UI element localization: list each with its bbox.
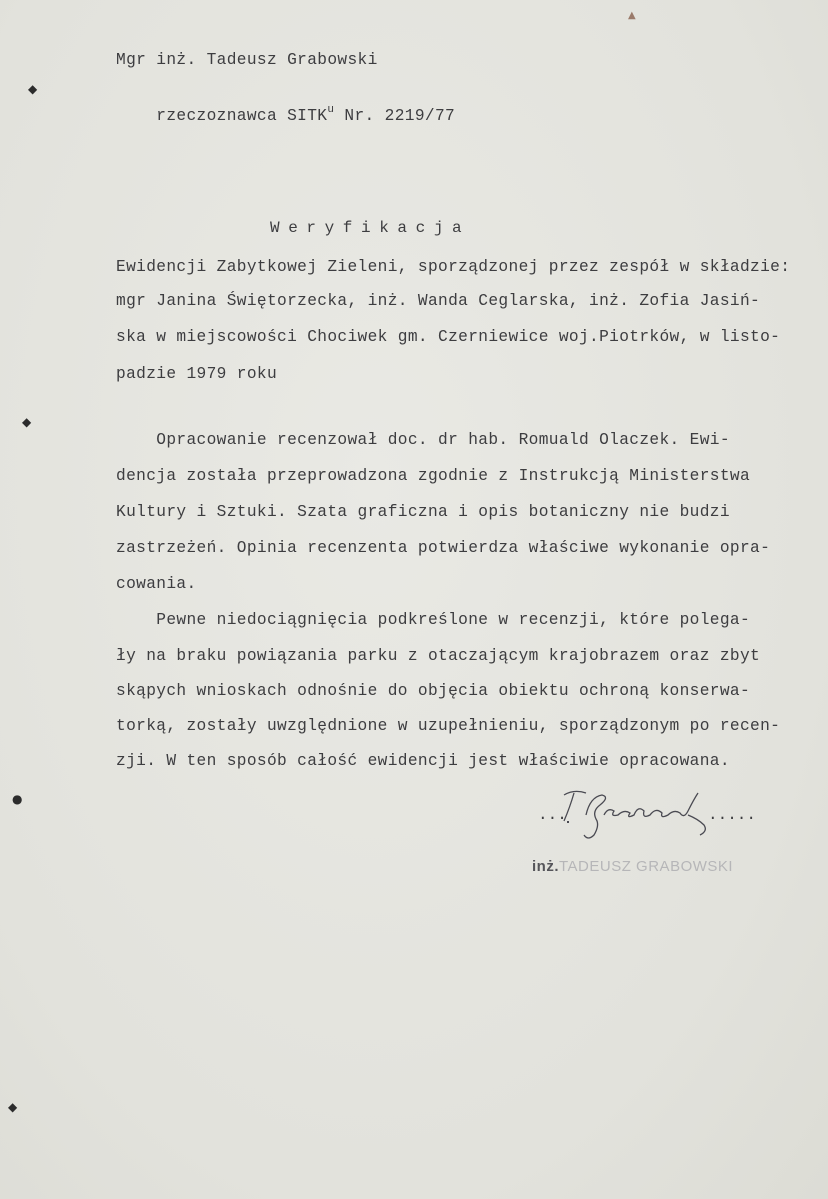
body-line: Opracowanie recenzował doc. dr hab. Romuald Olaczek. Ewi-: [116, 431, 730, 449]
body-line: mgr Janina Świętorzecka, inż. Wanda Ceglarska, inż. Zofia Jasiń-: [116, 292, 761, 310]
author-name: Mgr inż. Tadeusz Grabowski: [116, 51, 378, 69]
signature: [538, 785, 768, 845]
name-stamp: [532, 858, 733, 875]
body-line: Ewidencji Zabytkowej Zieleni, sporządzonej przez zespół w składzie:: [116, 258, 791, 276]
credentials-superscript: u: [327, 104, 335, 116]
margin-mark: ●: [12, 792, 23, 806]
body-line: skąpych wnioskach odnośnie do objęcia obiektu ochroną konserwa-: [116, 682, 751, 700]
credentials-suffix: Nr. 2219/77: [334, 107, 456, 125]
signature-dots-right: .....: [708, 806, 757, 824]
signature-dots-left: ...: [538, 806, 567, 824]
author-credentials: [116, 86, 455, 148]
document-title: Weryfikacja: [270, 219, 471, 237]
body-line: zji. W ten sposób całość ewidencji jest właściwie opracowana.: [116, 752, 730, 770]
body-line: ska w miejscowości Chociwek gm. Czerniewice woj.Piotrków, w listo-: [116, 328, 781, 346]
body-line: padzie 1979 roku: [116, 365, 278, 383]
margin-mark: ◆: [22, 415, 32, 429]
stamp-name: TADEUSZ GRABOWSKI: [559, 858, 734, 875]
credentials-prefix: rzeczoznawca SITK: [156, 107, 328, 125]
margin-mark: ▲: [628, 10, 636, 21]
stamp-prefix: inż.: [532, 858, 559, 875]
body-line: ły na braku powiązania parku z otaczającym krajobrazem oraz zbyt: [116, 647, 761, 665]
body-line: zastrzeżeń. Opinia recenzenta potwierdza właściwe wykonanie opra-: [116, 539, 771, 557]
margin-mark: ◆: [8, 1100, 18, 1114]
body-line: Pewne niedociągnięcia podkreślone w recenzji, które polega-: [116, 611, 751, 629]
body-line: torką, zostały uwzględnione w uzupełnieniu, sporządzonym po recen-: [116, 717, 781, 735]
body-line: cowania.: [116, 575, 197, 593]
margin-mark: ◆: [28, 82, 38, 96]
body-line: Kultury i Sztuki. Szata graficzna i opis botaniczny nie budzi: [116, 503, 730, 521]
body-line: dencja została przeprowadzona zgodnie z Instrukcją Ministerstwa: [116, 467, 751, 485]
